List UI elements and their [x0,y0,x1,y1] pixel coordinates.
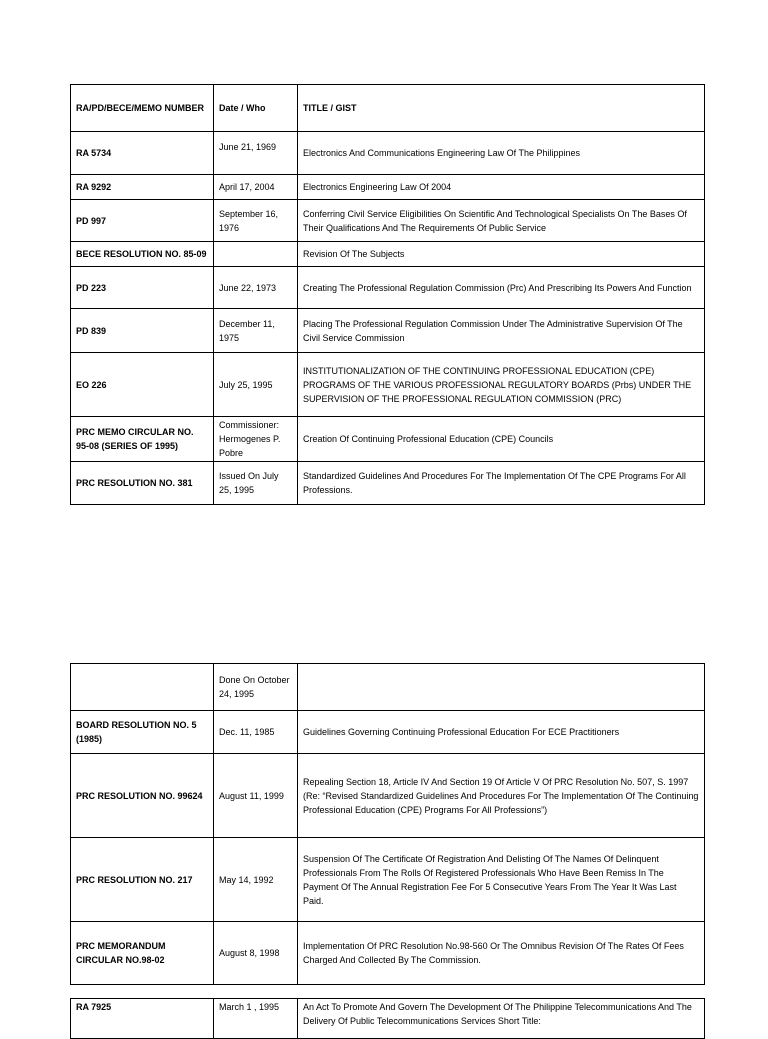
table-row [71,175,705,200]
laws-table-3 [70,998,705,1039]
laws-table-1 [70,84,705,505]
header-number: RA/PD/BECE/MEMO NUMBER [71,85,214,132]
row-title: Creation Of Continuing Professional Education (CPE) Councils [298,417,705,462]
row-date: July 25, 1995 [214,353,298,417]
row-title: Conferring Civil Service Eligibilities On Scientific And Technological Specialists On The Bases Of Their Qualifications And The Requirements Of Public Service [298,200,705,242]
row-number: RA 5734 [71,132,214,175]
table-row [71,462,705,505]
row-number: PRC RESOLUTION NO. 99624 [71,754,214,838]
row-number [71,664,214,711]
table-row [71,754,705,838]
row-number: RA 7925 [71,999,214,1039]
table-row [71,309,705,353]
row-title: An Act To Promote And Govern The Development Of The Philippine Telecommunications And The Delivery Of Public Telecommunications Services Short Title: [298,999,705,1039]
table-row [71,922,705,985]
row-number: PRC RESOLUTION NO. 381 [71,462,214,505]
row-date: August 8, 1998 [214,922,298,985]
row-number: RA 9292 [71,175,214,200]
row-date: May 14, 1992 [214,838,298,922]
row-title: Electronics And Communications Engineering Law Of The Philippines [298,132,705,175]
row-number: BECE RESOLUTION NO. 85-09 [71,242,214,267]
row-title: INSTITUTIONALIZATION OF THE CONTINUING PROFESSIONAL EDUCATION (CPE) PROGRAMS OF THE VARIOUS PROFESSIONAL REGULATORY BOARDS (Prbs) UNDER THE SUPERVISION OF THE PROFESSIONAL REGULATION COMMISSION (PRC) [298,353,705,417]
row-date: Done On October 24, 1995 [214,664,298,711]
row-number: PRC RESOLUTION NO. 217 [71,838,214,922]
table-row [71,242,705,267]
row-title [298,664,705,711]
row-number: EO 226 [71,353,214,417]
row-number: PD 223 [71,267,214,309]
row-date: June 22, 1973 [214,267,298,309]
header-title: TITLE / GIST [298,85,705,132]
row-date [214,242,298,267]
row-title: Repealing Section 18, Article IV And Section 19 Of Article V Of PRC Resolution No. 507, S. 1997 (Re: “Revised Standardized Guidelines And Procedures For The Implementation Of The Continuing Professional Education (CPE) Programs For All Professions”) [298,754,705,838]
row-title: Electronics Engineering Law Of 2004 [298,175,705,200]
row-number: PRC MEMO CIRCULAR NO. 95-08 (SERIES OF 1995) [71,417,214,462]
table-row [71,353,705,417]
row-title: Standardized Guidelines And Procedures For The Implementation Of The CPE Programs For All Professions. [298,462,705,505]
table-row [71,838,705,922]
table-row [71,417,705,462]
table-row [71,267,705,309]
row-title: Guidelines Governing Continuing Professional Education For ECE Practitioners [298,711,705,754]
table-row [71,711,705,754]
row-date: March 1 , 1995 [214,999,298,1039]
row-title: Suspension Of The Certificate Of Registration And Delisting Of The Names Of Delinquent Professionals From The Rolls Of Registered Professionals Who Have Been Remiss In The Payment Of The Annual Registration Fee For 5 Consecutive Years From The Year It Was Last Paid. [298,838,705,922]
table-row [71,132,705,175]
table-row [71,999,705,1039]
table-row [71,664,705,711]
table-header-row [71,85,705,132]
row-title: Creating The Professional Regulation Commission (Prc) And Prescribing Its Powers And Function [298,267,705,309]
row-date: Issued On July 25, 1995 [214,462,298,505]
row-date: April 17, 2004 [214,175,298,200]
row-title: Implementation Of PRC Resolution No.98-560 Or The Omnibus Revision Of The Rates Of Fees Charged And Collected By The Commission. [298,922,705,985]
header-date: Date / Who [214,85,298,132]
row-title: Placing The Professional Regulation Commission Under The Administrative Supervision Of The Civil Service Commission [298,309,705,353]
row-date: Commissioner: Hermogenes P. Pobre [214,417,298,462]
row-title: Revision Of The Subjects [298,242,705,267]
row-date: August 11, 1999 [214,754,298,838]
laws-table-2 [70,663,705,985]
row-date: June 21, 1969 [214,132,298,175]
row-date: September 16, 1976 [214,200,298,242]
row-date: Dec. 11, 1985 [214,711,298,754]
row-date: December 11, 1975 [214,309,298,353]
row-number: PRC MEMORANDUM CIRCULAR NO.98-02 [71,922,214,985]
row-number: BOARD RESOLUTION NO. 5 (1985) [71,711,214,754]
table-row [71,200,705,242]
row-number: PD 839 [71,309,214,353]
row-number: PD 997 [71,200,214,242]
